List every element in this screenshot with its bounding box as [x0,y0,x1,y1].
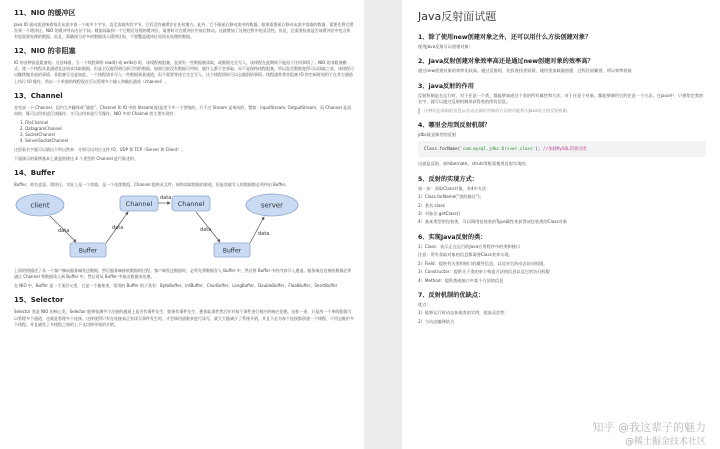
question-title: 7、反射机制的优缺点： [418,291,485,299]
section-title: 13、Channel [14,91,63,100]
paragraph: 在 NIO 中，Buffer 是一个顶层父类，它是一个抽象类，常用的 Buffer 的子类有：ByteBuffer、IntBuffer、CharBuffer、LongBuffer、DoubleBuffer、FloatBuffer、ShortBuffer [14,283,338,289]
list-item: 1）Class：表示正在运行的Java应用程序中的类和接口 [418,243,521,249]
code-text: Class.forName( [424,147,461,153]
list-item: 第一步：获取Class对象，有4中方法： [418,185,491,191]
note: 下面演示的案例基本上就是围绕这 4 个类型的 Channel 进行陈述的。 [14,155,139,161]
list-item: 4）Method：提供类或接口中某个方法的信息 [418,277,504,283]
data-label: data [258,231,270,238]
watermark: @稀土掘金技术社区 [624,437,706,447]
section-buffer [14,168,354,289]
channel-label-1: Channel [125,200,153,209]
page-gutter [364,0,402,449]
list-item: 优点： [418,301,431,307]
blockquote: 这种动态获取的信息以及动态调用对象的方法的功能称为Java语言的反射机制。 [418,108,706,114]
answer: 使用Java反射可以创建对象！ [418,44,473,49]
client-label: client [30,201,50,210]
list-item: 注意：所有获取对象的信息都需要Class类来实现。 [418,252,513,258]
list-item: 1）能够运行时动态获取类的实例，提高灵活性； [418,310,509,316]
list-item: 2. DatagramChannel [20,125,62,131]
section-nio-nonblocking [14,46,354,84]
section-title: 14、Buffer [14,169,55,178]
right-page [402,0,720,449]
buffer-label-2: Buffer [222,247,242,255]
page-title: Java反射面试题 [418,10,497,23]
paragraph: Selector 类是 NIO 的核心类，Selector 能够检测多个注册的通道上是否有事件发生，如果有事件发生，便获取事件然后针对每个事件进行相应的响应处理。这样一来，只是用一个单线程就可以管理多个通道，也就是管理多个连接。这样使得只有在连接真正有读写事件发生时，才会调用函数来进行读写，就大大地减少了系统开销，并且不必为每个连接都创建一个线程，不用去维护多个线程，并且避免了多线程之间的上下文切换导致的开销。 [14,309,354,327]
buffer-flow-diagram [14,191,314,263]
question-title: 3、java反射的作用 [418,82,474,90]
section-channel [14,91,354,162]
paragraph: IO 的各种流是阻塞的。这意味着，当一个线程调用 read() 或 write() 时，该线程被阻塞，直到有一些数据被读取，或数据完全写入。该线程在此期间不能再干任何事情了。NIO 的非阻塞模式，使一个线程从某通道发送请求读取数据，但是它仅能得到目前可用的数据，如果目前没有数据可用时，就什么都不会获取。而不是保持线程阻塞，所以直至数据变得可以读取之前，该线程可以继续做其他的事情。非阻塞写也是如此。一个线程请求写入一些数据到某通道，但不需要等待它完全写入，这个线程同时可以去做别的事情。线程通常将非阻塞 IO 的空闲时间用于在其它通道上执行 IO 操作，所以一个单独的线程现在可以管理多个输入和输出通道（channel）。 [14,60,354,84]
arrow-buffer-server [250,217,264,243]
question-title: 1、除了使用new创建对象之外，还可以用什么方法创建对象？ [418,34,592,41]
question-title: 2、Java反射创建对象效率高还是通过new创建对象的效率高？ [418,58,594,66]
list-item: 1. FileChannel [20,119,49,125]
section-title: 15、Selector [14,296,64,305]
answer: 通过new创建对象的效率比较高。通过反射时，先找查找类资源，使用类加载器创建，过程比较繁琐，所以效率较低 [418,68,632,74]
buffer-label-1: Buffer [78,247,98,255]
question-title: 4、哪里会用到反射机制？ [418,122,491,130]
code-text: ); [535,147,541,153]
section-title: 11、NIO 的缓冲区 [14,9,76,17]
question-title: 5、反射的实现方式： [418,175,478,183]
list-item: 2）Field：提供有关类和接口的属性信息，以及对它的动态访问权限。 [418,260,548,266]
answer: jdbc就是典型的反射 [418,132,457,138]
answer: 这就是反射。如hibernate，struts等框架使用反射实现的。 [418,161,530,167]
data-label: data [200,227,212,234]
paragraph: Buffer，故名思意，缓冲区，实际上是一个容器，是一个连续数组。Channel 提供从文件、网络读取数据的渠道，但是读或写入的数据都必须经由 Buffer。 [14,182,290,188]
paragraph: 首先说一下 Channel，国内大多翻译成“通道”。Channel 和 IO 中的 Stream(流)是差不多一个等级的。只不过 Stream 是单向的，譬如：InputStream, OutputStream，而 Channel 是双向的，既可以用来进行读操作，又可以用来进行写操作。NIO 中的 Channel 的主要实现有： [14,104,351,116]
code-block [418,141,706,157]
paragraph: 上面的图描述了从一个客户端向服务端发送数据，然后服务端接收数据的过程。客户端发送数据时，必须先将数据存入 Buffer 中，然后将 Buffer 中的内容写入通道。服务端这边接收数据必须通过 Channel 将数据读入到 Buffer 中，然后再从 Buffer 中取出数据来处理。 [14,268,352,280]
list-item: 4. ServerSocketChannel [20,137,69,143]
server-label: server [260,201,284,210]
channel-list [20,120,354,144]
data-label: data [160,195,172,202]
watermark: 知乎 @我这辈子的魅力 [592,421,706,434]
section-title: 12、NIO 的非阻塞 [14,47,76,56]
code-comment: //加载MySQL的驱动类 [543,147,587,153]
paragraph: Java IO 面向流意味着每次从流中读一个或多个字节，直至读取所有字节，它们没有被缓存在任何地方。此外，它不能前后移动流中的数据。如果需要前后移动从流中读取的数据，需要先将它缓存到一个缓冲区。NIO 的缓冲导向方法不同。数据读取到一个它稍后处理的缓冲区，需要时可在缓冲区中前后移动。这就增加了处理过程中的灵活性。但是，还需要检查是否该缓冲区中包含所有您需要处理的数据。而且，需确保当更多的数据读入缓冲区时，不要覆盖缓冲区里尚未处理的数据。 [14,22,354,40]
list-item: 2）类名.class [418,202,445,208]
channel-label-2: Channel [177,200,205,209]
list-item: 4）基本类型的包装类，可以调用包装类的Type属性来获得该包装类的Class对象 [418,219,567,225]
code-string: 'com.mysql.jdbc.Driver.class' [460,147,536,153]
list-item: 2）与动态编译结合 [418,318,455,324]
list-item: 3）Constructor：提供关于类的单个构造方法的信息以及它的访问权限 [418,269,550,275]
list-item: 1）Class.forName(“类的路径”)； [418,194,484,200]
list-item: 3. SocketChannel [20,131,55,137]
question-title: 6、实现Java反射的类： [418,233,487,241]
answer: 反射机制是在运行时，对于任意一个类，都能够知道这个类的所有属性和方法；对于任意个对象，都能够调用它的任意一个方法。在java中，只要给定类的名字，就可以通过反射机制来获得类的所有信息。 [418,92,704,105]
note: 这里看名字就可以猜出个所以然来：分别可以对应文件 IO、UDP 和 TCP（Server 和 Client）。 [14,146,186,152]
data-label: data [112,225,124,232]
section-nio-buffer [14,8,354,40]
section-selector [14,295,354,327]
list-item: 3）对象名.getClass() [418,211,460,217]
data-label: data [58,228,70,235]
